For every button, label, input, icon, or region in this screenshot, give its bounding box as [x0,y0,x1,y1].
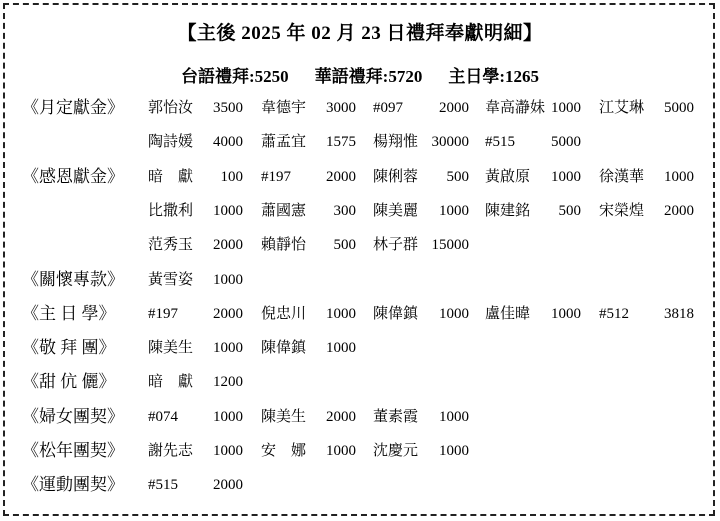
donor-name: 陳偉鎮 [261,340,307,357]
category-label: 《運動團契》 [22,475,124,495]
donation-amount: 1000 [213,271,243,288]
donation-amount: 2000 [326,168,356,185]
offering-row [0,368,720,396]
offering-row [0,403,720,431]
donor-name: 徐漢華 [599,168,645,185]
donor-name: #515 [148,477,178,494]
donor-name: 陳俐蓉 [373,168,419,185]
donor-name: 林子群 [373,237,419,254]
offering-row [0,266,720,294]
donor-name: 陳美麗 [373,202,419,219]
donation-amount: 15000 [431,237,469,254]
donation-amount: 3818 [664,305,694,322]
category-label: 《月定獻金》 [22,98,124,117]
donor-name: 江艾琳 [599,100,645,116]
donation-amount: 1000 [551,168,581,185]
donor-name: #512 [599,305,629,322]
donation-amount: 2000 [213,237,243,254]
donor-name: 暗 獻 [148,374,194,391]
donation-amount: 2000 [213,305,243,322]
category-label: 《主 日 學》 [22,303,116,323]
donation-amount: 500 [333,237,356,254]
donation-amount: 1000 [213,408,243,425]
donation-amount: 3000 [326,100,356,116]
donor-name: 陳偉鎮 [373,305,419,322]
donation-amount: 2000 [439,100,469,116]
donation-amount: 500 [446,168,469,185]
donation-amount: 4000 [213,134,243,151]
donor-name: 黃雪姿 [148,271,194,288]
donation-amount: 1575 [326,134,356,151]
donor-name: 蕭孟宜 [261,134,307,151]
donation-amount: 30000 [431,134,469,151]
offering-row [0,128,720,156]
donation-amount: 5000 [551,134,581,151]
donor-name: 蕭國憲 [261,202,307,219]
category-label: 《婦女團契》 [22,406,124,426]
donor-name: #515 [485,134,515,151]
offering-row [0,334,720,362]
donor-name: 賴靜怡 [261,237,307,254]
donor-name: 安 娜 [261,443,307,459]
donation-amount: 5000 [664,100,694,116]
sunday-school-count: 主日學:1265 [448,67,539,86]
donor-name: 謝先志 [148,443,194,459]
taiwanese-service-count: 台語禮拜:5250 [180,67,289,86]
donor-name: 董素霞 [373,408,419,425]
donor-name: 比撒利 [148,202,194,219]
offering-row [0,300,720,328]
donation-amount: 1000 [664,168,694,185]
donation-amount: 3500 [213,100,243,116]
donor-name: 倪忠川 [261,305,307,322]
donation-amount: 2000 [664,202,694,219]
offering-row [0,163,720,191]
donation-amount: 1000 [551,305,581,322]
mandarin-service-count: 華語禮拜:5720 [314,67,423,86]
donation-amount: 1000 [326,340,356,357]
donor-name: 陳美生 [148,340,194,357]
donation-amount: 1200 [213,374,243,391]
donation-amount: 1000 [326,443,356,459]
donor-name: #097 [373,100,403,116]
donation-amount: 2000 [213,477,243,494]
donation-amount: 1000 [213,340,243,357]
category-label: 《敬 拜 團》 [22,338,116,358]
donation-amount: 1000 [439,202,469,219]
donor-name: #197 [261,168,291,185]
donor-name: 沈慶元 [373,443,419,459]
donation-amount: 1000 [439,305,469,322]
category-label: 《感恩獻金》 [22,166,124,186]
donor-name: 范秀玉 [148,237,194,254]
donation-amount: 1000 [439,443,469,459]
category-label: 《松年團契》 [22,441,124,460]
offering-row [0,231,720,259]
donation-amount: 300 [333,202,356,219]
donor-name: 黃啟原 [485,168,531,185]
donor-name: 暗 獻 [148,168,194,185]
donation-amount: 1000 [213,443,243,459]
donation-amount: 1000 [213,202,243,219]
offering-row [0,471,720,499]
donor-name: #197 [148,305,178,322]
donor-name: #074 [148,408,178,425]
donor-name: 宋榮煌 [599,202,645,219]
donor-name: 韋高瀞妹 [485,100,546,116]
donor-name: 楊翔惟 [373,134,419,151]
donation-amount: 1000 [326,305,356,322]
attendance-summary [0,62,720,87]
page-title: 【主後 2025 年 02 月 23 日禮拜奉獻明細】 [177,23,543,44]
donation-amount: 100 [220,168,243,185]
donor-name: 陳美生 [261,408,307,425]
donation-amount: 1000 [439,408,469,425]
donation-amount: 2000 [326,408,356,425]
category-label: 《關懷專款》 [22,269,124,289]
offering-row [0,437,720,465]
donor-name: 盧佳暐 [485,305,531,322]
offering-row [0,94,720,122]
category-label: 《甜 伉 儷》 [22,372,116,392]
donor-name: 韋德宇 [261,100,307,116]
donor-name: 郭怡汝 [148,100,194,116]
donation-amount: 1000 [551,100,581,116]
donation-amount: 500 [558,202,581,219]
donor-name: 陶詩媛 [148,134,194,151]
donor-name: 陳建銘 [485,202,531,219]
offering-row [0,197,720,225]
